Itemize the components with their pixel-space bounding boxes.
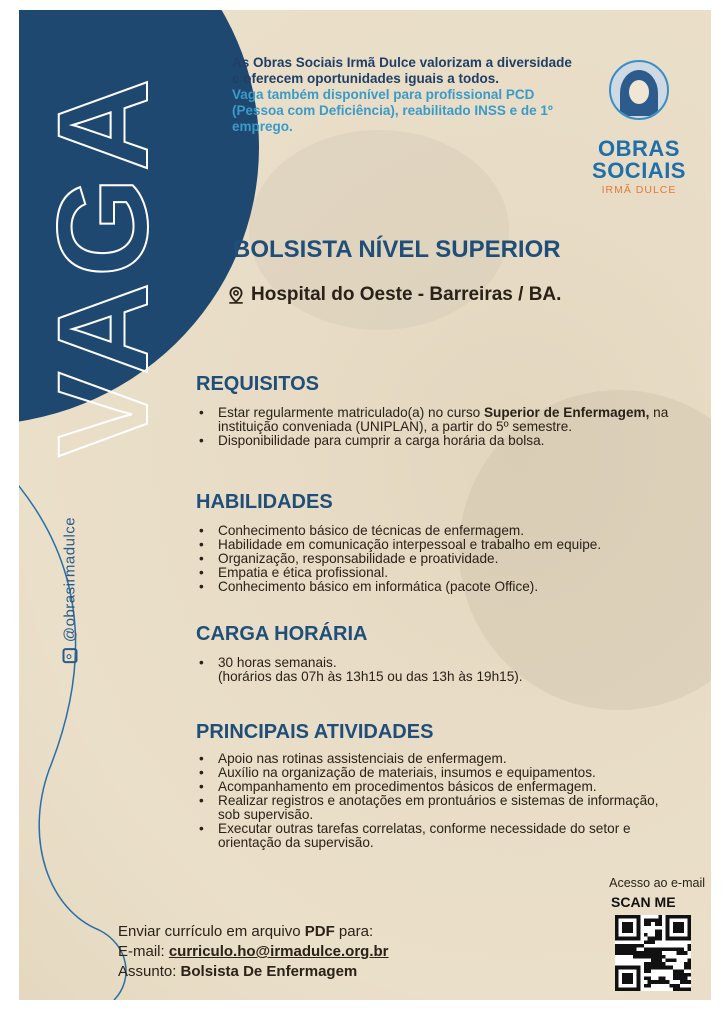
atividades-list (196, 752, 676, 850)
list-item: • Estar regularmente matriculado(a) no curso Superior de Enfermagem, na instituição conveniada (UNIPLAN), a partir do 5º semestre. (196, 406, 696, 434)
list-item: • Conhecimento básico em informática (pacote Office). (196, 580, 696, 594)
intro-line: e oferecem oportunidades iguais a todos. (232, 71, 500, 86)
logo-text-irma-dulce: IRMÃ DULCE (601, 184, 677, 196)
habilidades-list (196, 524, 696, 594)
section-title-habilidades: HABILIDADES (196, 491, 333, 513)
job-title: BOLSISTA NÍVEL SUPERIOR (233, 236, 561, 263)
logo-text-obras: OBRAS (598, 136, 680, 161)
job-location (227, 284, 561, 306)
instagram-icon (63, 648, 78, 663)
scan-me-label: SCAN ME (611, 894, 676, 910)
obras-sociais-logo (579, 60, 699, 196)
list-item: • Organização, responsabilidade e proatividade. (196, 552, 696, 566)
logo-portrait (609, 60, 669, 120)
section-title-carga-horaria: CARGA HORÁRIA (196, 623, 368, 645)
list-item: • Executar outras tarefas correlatas, conforme necessidade do setor e orientação da supervisão. (196, 822, 676, 850)
logo-text-sociais: SOCIAIS (592, 158, 686, 183)
job-poster (19, 10, 711, 1000)
intro-line: As Obras Sociais Irmã Dulce valorizam a diversidade (232, 55, 572, 70)
list-item: • Acompanhamento em procedimentos básicos de enfermagem. (196, 780, 676, 794)
list-item: • Realizar registros e anotações em prontuários e sistemas de informação, sob supervisão. (196, 794, 676, 822)
section-title-requisitos: REQUISITOS (196, 373, 319, 395)
footer-line: Enviar currículo em arquivo PDF para: (118, 923, 374, 940)
vaga-vertical-title: VAGA (32, 72, 175, 458)
carga-horaria-list (196, 656, 696, 684)
section-title-principais-atividades: PRINCIPAIS ATIVIDADES (196, 721, 434, 743)
list-item: • Disponibilidade para cumprir a carga horária da bolsa. (196, 434, 696, 448)
list-item: • Empatia e ética profissional. (196, 566, 696, 580)
intro-line: (Pessoa com Deficiência), reabilitado INSS e de 1º (232, 103, 553, 118)
intro-line: Vaga também disponível para profissional PCD (232, 87, 535, 102)
list-item: • Apoio nas rotinas assistenciais de enfermagem. (196, 752, 676, 766)
list-item: • Conhecimento básico de técnicas de enfermagem. (196, 524, 696, 538)
qr-code-icon[interactable] (615, 915, 691, 991)
diversity-statement (232, 55, 632, 135)
qr-caption: Acesso ao e-mail (609, 876, 705, 890)
footer-line: E-mail: curriculo.ho@irmadulce.org.br (118, 943, 389, 960)
intro-line: emprego. (232, 119, 293, 134)
list-item: • Habilidade em comunicação interpessoal e trabalho em equipe. (196, 538, 696, 552)
footer-line: Assunto: Bolsista De Enfermagem (118, 963, 358, 980)
job-location-text: Hospital do Oeste - Barreiras / BA. (251, 284, 562, 305)
instagram-handle[interactable] (62, 517, 79, 663)
location-pin-icon (227, 286, 245, 304)
email-link[interactable]: curriculo.ho@irmadulce.org.br (168, 943, 389, 960)
list-item: • 30 horas semanais. (horários das 07h às 13h15 ou das 13h às 19h15). (196, 656, 696, 684)
application-instructions (118, 922, 389, 982)
list-item: • Auxílio na organização de materiais, insumos e equipamentos. (196, 766, 676, 780)
instagram-handle-text: @obrasirmadulce (61, 516, 79, 643)
requisitos-list (196, 406, 696, 448)
subject-text: Bolsista De Enfermagem (180, 963, 358, 980)
